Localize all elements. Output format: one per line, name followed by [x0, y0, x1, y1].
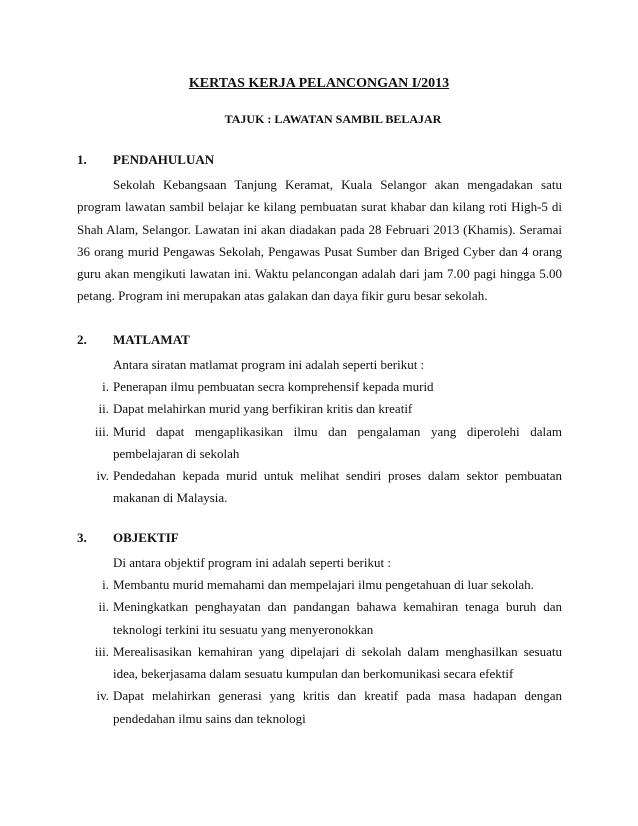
- section-number: 2.: [77, 332, 87, 347]
- section-title: PENDAHULUAN: [113, 152, 215, 167]
- section-title: MATLAMAT: [113, 332, 190, 347]
- section-matlamat: [0, 332, 638, 510]
- list-item: [102, 376, 562, 398]
- list-item-text: Penerapan ilmu pembuatan secra komprehensif kepada murid: [113, 379, 434, 394]
- list-item-number: iv.: [96, 468, 109, 484]
- section-heading: [0, 332, 638, 354]
- list-item-text: Murid dapat mengaplikasikan ilmu dan pengalaman yang diperolehi dalam pembelajaran di sekolah: [113, 423, 562, 461]
- list-item-text: Meningkatkan penghayatan dan pandangan bahawa kemahiran tenaga buruh dan teknologi terkini itu sesuatu yang menyeronokkan: [113, 599, 562, 637]
- section-objektif: [0, 530, 638, 730]
- list-item-number: ii.: [98, 599, 109, 615]
- list-item: [96, 465, 562, 510]
- list-item: [96, 685, 562, 730]
- list-item-number: iii.: [94, 423, 109, 439]
- section-title: OBJEKTIF: [113, 530, 179, 545]
- objektif-list: [0, 574, 638, 730]
- document-subtitle: TAJUK : LAWATAN SAMBIL BELAJAR: [224, 112, 442, 126]
- list-item-text: Merealisasikan kemahiran yang dipelajari di sekolah dalam menghasilkan sesuatu idea, bekerjasama dalam sesuatu kumpulan dan berkomunikasi secara efektif: [113, 643, 562, 682]
- section-intro: Antara siratan matlamat program ini adalah seperti berikut :: [113, 357, 425, 372]
- list-item-text: Dapat melahirkan murid yang berfikiran kritis dan kreatif: [113, 401, 413, 417]
- list-item-number: iii.: [94, 643, 109, 659]
- matlamat-list: [0, 376, 638, 510]
- list-item: [98, 398, 562, 420]
- section-number: 3.: [77, 530, 87, 545]
- list-item-number: ii.: [98, 401, 109, 417]
- list-item-number: i.: [102, 379, 109, 394]
- list-item: [102, 574, 562, 596]
- list-item-text: Pendedahan kepada murid untuk melihat sendiri proses dalam sektor pembuatan makanan di Malaysia.: [113, 468, 562, 506]
- section-heading: [0, 152, 638, 174]
- document-title: KERTAS KERJA PELANCONGAN I/2013: [188, 76, 450, 91]
- list-item-number: i.: [102, 577, 109, 592]
- list-item-number: iv.: [96, 688, 109, 704]
- list-item: [94, 641, 562, 686]
- section-intro: Di antara objektif program ini adalah seperti berikut :: [113, 555, 391, 570]
- list-item: [98, 596, 562, 641]
- section-pendahuluan: [0, 152, 638, 308]
- section-heading: [0, 530, 638, 552]
- list-item-text: Membantu murid memahami dan mempelajari ilmu pengetahuan di luar sekolah.: [113, 577, 534, 592]
- section-paragraph: Sekolah Kebangsaan Tanjung Keramat, Kuala Selangor akan mengadakan satu program lawatan sambil belajar ke kilang pembuatan surat khabar dan kilang roti High-5 di Shah Alam, Selangor. Lawatan ini akan diadakan pada 28 Februari 2013 (Khamis). Seramai 36 orang murid Pengawas Sekolah, Pengawas Pusat Sumber dan Briged Cyber dan 4 orang guru akan mengikuti lawatan ini. Waktu pelancongan adalah dari jam 7.00 pagi hingga 5.00 petang. Program ini merupakan atas galakan dan daya fikir guru besar sekolah.: [77, 177, 562, 304]
- list-item: [94, 421, 562, 466]
- list-item-text: Dapat melahirkan generasi yang kritis dan kreatif pada masa hadapan dengan pendedahan ilmu sains dan teknologi: [113, 688, 562, 726]
- section-number: 1.: [77, 152, 87, 167]
